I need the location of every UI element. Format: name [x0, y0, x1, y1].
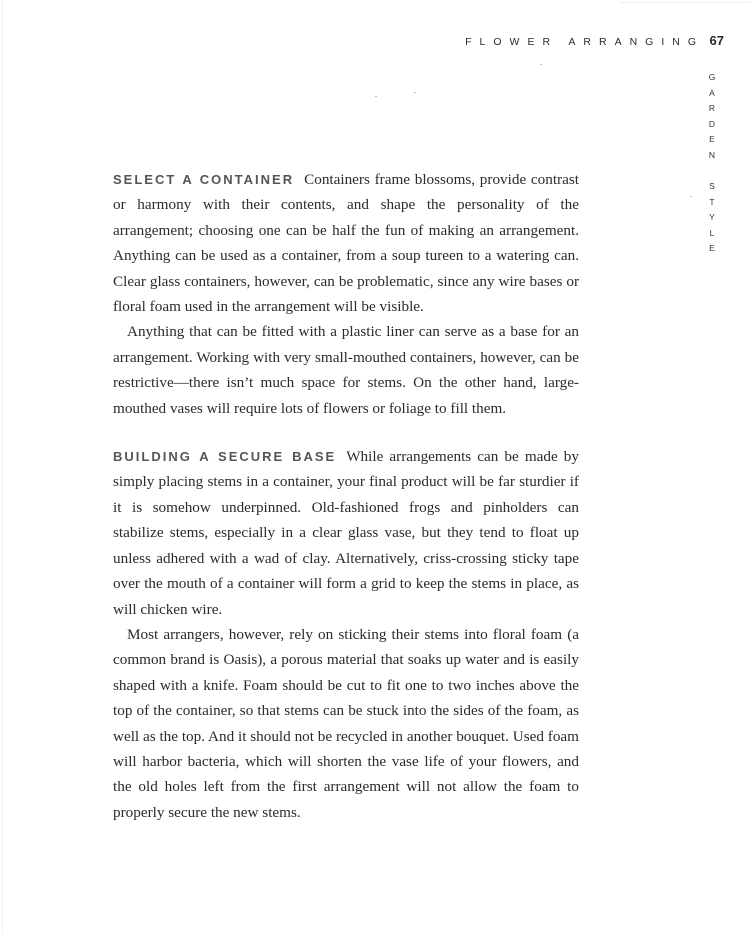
- side-tab-letter: T: [709, 196, 715, 207]
- side-tab-letter: R: [708, 103, 716, 113]
- body-paragraph: Anything that can be fitted with a plastic liner can serve as a base for an arrangement. Working with very small-mouthed containers, however, can be restrictive—there isn’t much space for stems. On the other hand, large-mouthed vases will require lots of flowers or foliage to fill them.: [113, 323, 579, 417]
- scan-speck: [414, 92, 416, 93]
- side-tab-letter: D: [708, 118, 716, 129]
- side-tab-letter: A: [709, 87, 715, 98]
- scan-top-line: [620, 2, 750, 3]
- section-heading: SELECT A CONTAINER: [113, 172, 295, 187]
- scan-margin-line: [2, 0, 3, 933]
- body-paragraph: Most arrangers, however, rely on sticking their stems into floral foam (a common brand is Oasis), a porous material that soaks up water and is easily shaped with a knife. Foam should be cut to fit one to two inches above the top of the container, so that stems can be stuck into the sides of the foam, as well as the top. And it should not be recycled in another bouquet. Used foam will harbor bacteria, which will shorten the vase life of your flowers, and the old holes left from the first arrangement will not allow the foam to properly secure the new stems.: [113, 625, 579, 821]
- running-head-title: FLOWER ARRANGING: [465, 36, 704, 48]
- body-text: [113, 167, 579, 825]
- body-paragraph: [113, 167, 579, 319]
- section-heading: BUILDING A SECURE BASE: [113, 449, 337, 465]
- section-select-container: [113, 167, 579, 421]
- side-tab-letter: E: [709, 134, 715, 144]
- paragraph-text: Containers frame blossoms, provide contrast or harmony with their contents, and shape the personality of the arrangement; choosing one can be half the fun of making an arrangement. Anything can be used as a container, from a soup tureen to a watering can. Clear glass containers, however, can be problematic, since any wire bases or floral foam used in the arrangement will be visible.: [113, 171, 579, 316]
- side-tab-letter: N: [708, 149, 716, 160]
- scan-speck: [690, 196, 692, 197]
- scan-speck: [375, 96, 377, 97]
- side-tab-letter: E: [709, 243, 715, 253]
- paragraph-text: While arrangements can be made by simply placing stems in a container, your final product will be far sturdier if it is somehow underpinned. Old-fashioned frogs and pinholders can stabilize stems, especially in a clear glass vase, but they tend to float up unless adhered with a wad of clay. Alternatively, criss-crossing sticky tape over the mouth of a container will form a grid to keep the stems in place, as will chicken wire.: [113, 448, 579, 618]
- side-tab: [705, 70, 719, 257]
- section-building-base: [113, 444, 579, 825]
- page-number: 67: [709, 33, 724, 48]
- side-tab-letter: L: [709, 227, 715, 238]
- scan-speck: [540, 64, 542, 65]
- side-tab-letter: Y: [709, 212, 715, 222]
- side-tab-letter: S: [709, 181, 715, 191]
- body-paragraph: [113, 444, 579, 622]
- side-tab-letter: G: [708, 72, 716, 82]
